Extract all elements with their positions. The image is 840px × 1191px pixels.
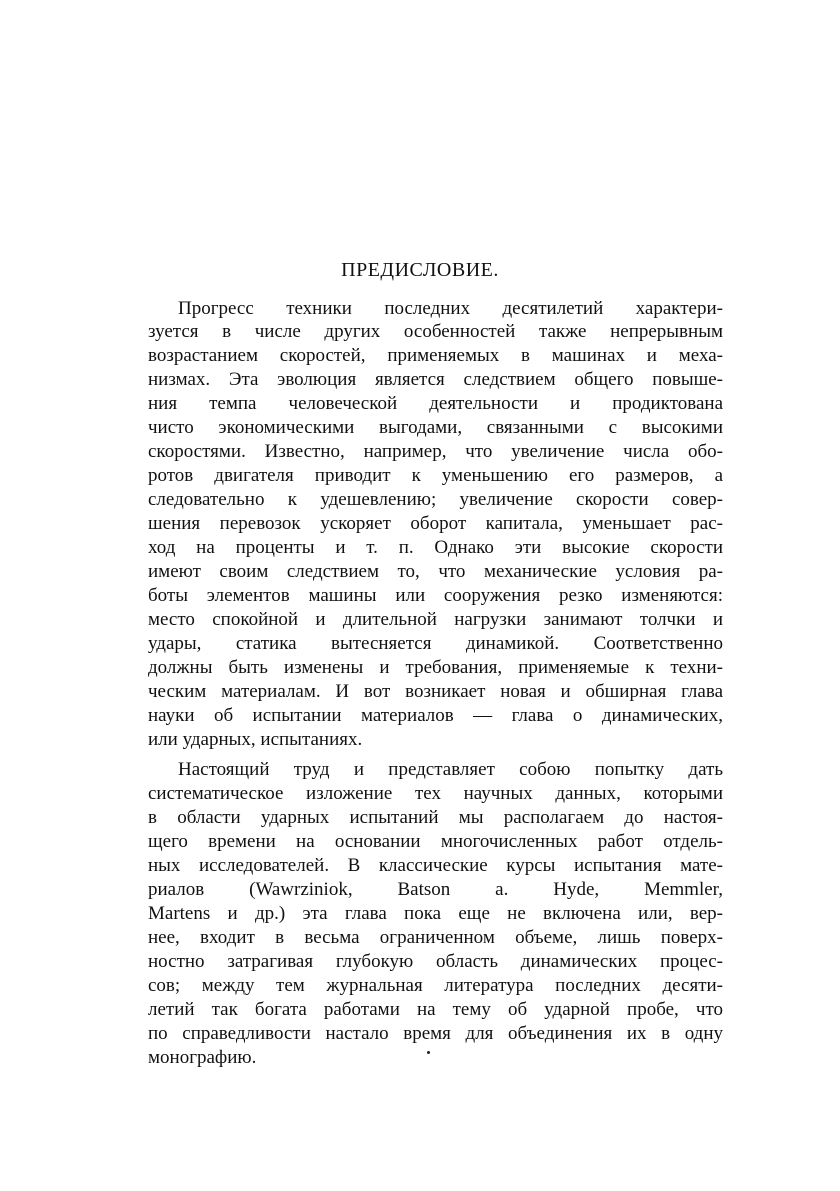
page-title: ПРЕДИСЛОВИЕ.	[341, 259, 499, 281]
text-line: ных исследователей. В классические курсы испытания мате-	[148, 855, 723, 876]
print-speck	[427, 1051, 430, 1054]
text-line: возрастанием скоростей, применяемых в машинах и меха-	[148, 345, 723, 366]
text-line: ностно затрагивая глубокую область динамических процес-	[148, 951, 723, 972]
text-line: место спокойной и длительной нагрузки занимают толчки и	[148, 609, 723, 630]
text-line: боты элементов машины или сооружения резко изменяются:	[148, 585, 723, 606]
text-line: в области ударных испытаний мы располагаем до настоя-	[148, 807, 723, 828]
text-line: низмах. Эта эволюция является следствием общего повыше-	[148, 369, 723, 390]
text-line: науки об испытании материалов — глава о динамических,	[148, 705, 723, 726]
text-line: ход на проценты и т. п. Однако эти высокие скорости	[148, 537, 723, 558]
text-line: чисто экономическими выгодами, связанными с высокими	[148, 417, 723, 438]
text-line: щего времени на основании многочисленных работ отдель-	[148, 831, 723, 852]
text-line: Настоящий труд и представляет собою попытку дать	[178, 759, 723, 780]
text-line: риалов (Wawrziniok, Batson a. Hyde, Memmler,	[148, 879, 723, 900]
text-line: по справедливости настало время для объединения их в одну	[148, 1023, 723, 1044]
text-line: имеют своим следствием то, что механические условия ра-	[148, 561, 723, 582]
text-line: Прогресс техники последних десятилетий характери-	[178, 298, 723, 319]
text-line: нее, входит в весьма ограниченном объеме, лишь поверх-	[148, 927, 723, 948]
text-line: скоростями. Известно, например, что увеличение числа обо-	[148, 441, 723, 462]
text-line: Martens и др.) эта глава пока еще не включена или, вер-	[148, 903, 723, 924]
text-line: монографию.	[148, 1047, 257, 1068]
text-line: или ударных, испытаниях.	[148, 729, 363, 750]
text-line: ния темпа человеческой деятельности и продиктована	[148, 393, 723, 414]
text-line: должны быть изменены и требования, применяемые к техни-	[148, 657, 723, 678]
text-line: сов; между тем журнальная литература последних десяти-	[148, 975, 723, 996]
text-line: летий так богата работами на тему об ударной пробе, что	[148, 999, 723, 1020]
text-line: ческим материалам. И вот возникает новая и обширная глава	[148, 681, 723, 702]
text-line: следовательно к удешевлению; увеличение скорости совер-	[148, 489, 723, 510]
text-line: зуется в числе других особенностей также непрерывным	[148, 321, 723, 342]
text-line: ротов двигателя приводит к уменьшению его размеров, а	[148, 465, 723, 486]
text-line: систематическое изложение тех научных данных, которыми	[148, 783, 723, 804]
text-line: удары, статика вытесняется динамикой. Соответственно	[148, 633, 723, 654]
text-line: шения перевозок ускоряет оборот капитала, уменьшает рас-	[148, 513, 723, 534]
